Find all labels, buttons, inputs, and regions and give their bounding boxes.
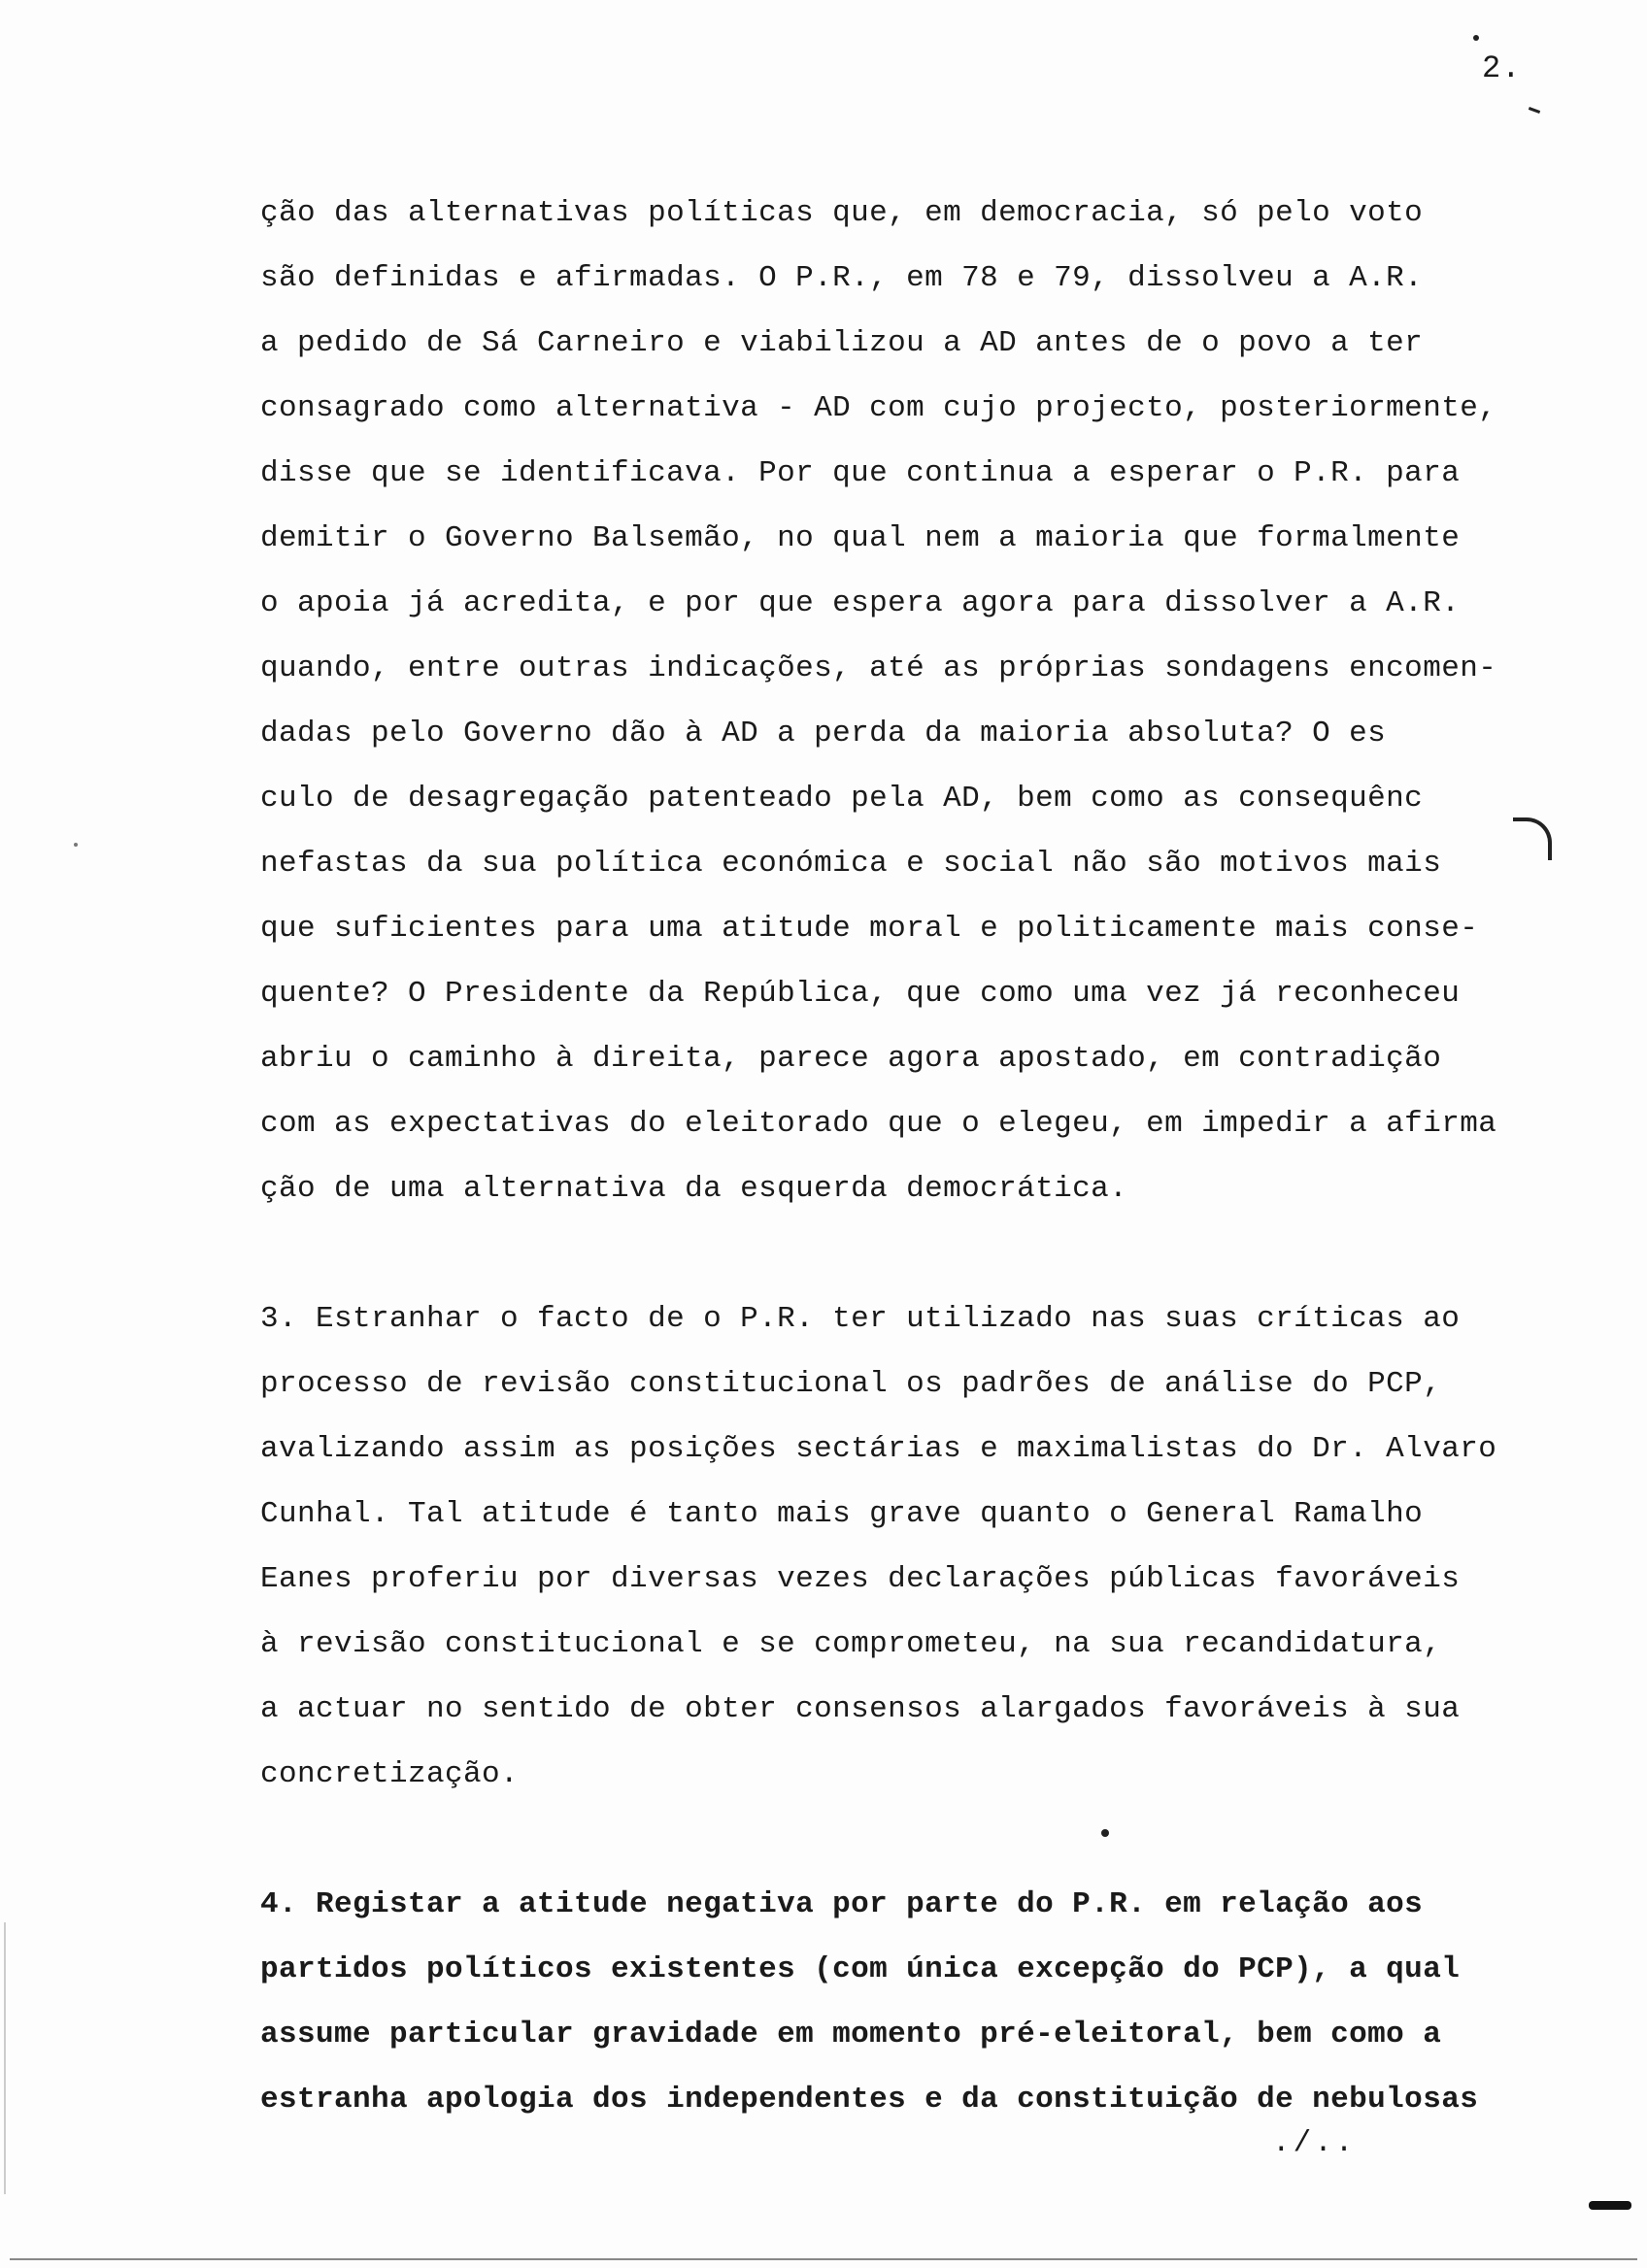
text-line: assume particular gravidade em momento pré-eleitoral, bem como a bbox=[260, 2018, 1442, 2051]
margin-speck bbox=[74, 843, 78, 847]
text-line: 4. Registar a atitude negativa por parte do P.R. em relação aos bbox=[260, 1887, 1424, 1921]
text-line: 3. Estranhar o facto de o P.R. ter utilizado nas suas críticas ao bbox=[260, 1302, 1461, 1336]
text-line: à revisão constitucional e se comprometeu, na sua recandidatura, bbox=[260, 1627, 1442, 1661]
text-line: a pedido de Sá Carneiro e viabilizou a AD antes de o povo a ter bbox=[260, 326, 1424, 360]
text-line: dadas pelo Governo dão à AD a perda da maioria absoluta? O es bbox=[260, 717, 1387, 750]
text-line: abriu o caminho à direita, parece agora apostado, em contradição bbox=[260, 1042, 1442, 1076]
text-line: partidos políticos existentes (com única excepção do PCP), a qual bbox=[260, 1952, 1461, 1986]
ink-dot bbox=[1101, 1829, 1109, 1837]
text-line: o apoia já acredita, e por que espera agora para dissolver a A.R. bbox=[260, 586, 1461, 620]
scan-edge-line bbox=[4, 1922, 6, 2194]
text-line: consagrado como alternativa - AD com cujo projecto, posteriormente, bbox=[260, 391, 1497, 425]
text-line: estranha apologia dos independentes e da constituição de nebulosas bbox=[260, 2083, 1479, 2117]
text-line: são definidas e afirmadas. O P.R., em 78 e 79, dissolveu a A.R. bbox=[260, 261, 1424, 295]
text-line: que suficientes para uma atitude moral e politicamente mais conse- bbox=[260, 912, 1479, 946]
text-line: com as expectativas do eleitorado que o elegeu, em impedir a afirma bbox=[260, 1107, 1497, 1141]
text-line: concretização. bbox=[260, 1757, 520, 1791]
text-line: a actuar no sentido de obter consensos alargados favoráveis à sua bbox=[260, 1692, 1461, 1726]
paragraph-gap bbox=[260, 1221, 1581, 1286]
page-number: 2. bbox=[1482, 50, 1522, 86]
text-line: nefastas da sua política económica e social não são motivos mais bbox=[260, 847, 1442, 881]
text-line: ção das alternativas políticas que, em democracia, só pelo voto bbox=[260, 196, 1424, 230]
text-line: ção de uma alternativa da esquerda democrática. bbox=[260, 1172, 1128, 1206]
text-line: quando, entre outras indicações, até as próprias sondagens encomen- bbox=[260, 651, 1497, 685]
text-line: processo de revisão constitucional os padrões de análise do PCP, bbox=[260, 1367, 1442, 1401]
paragraph-point-3 bbox=[260, 1286, 1581, 1807]
paragraph-continuation bbox=[260, 181, 1581, 1221]
ink-dot bbox=[1473, 35, 1479, 41]
continuation-mark: ./.. bbox=[1272, 2126, 1357, 2160]
ink-tick bbox=[1529, 107, 1540, 114]
paragraph-point-4 bbox=[260, 1872, 1581, 2132]
text-line: disse que se identificava. Por que continua a esperar o P.R. para bbox=[260, 456, 1461, 490]
text-line: avalizando assim as posições sectárias e maximalistas do Dr. Alvaro bbox=[260, 1432, 1497, 1466]
text-line: culo de desagregação patenteado pela AD, bem como as consequênc bbox=[260, 782, 1424, 816]
paragraph-gap bbox=[260, 1807, 1581, 1872]
text-line: demitir o Governo Balsemão, no qual nem a maioria que formalmente bbox=[260, 521, 1461, 555]
text-line: Cunhal. Tal atitude é tanto mais grave quanto o General Ramalho bbox=[260, 1497, 1424, 1531]
document-body bbox=[260, 181, 1581, 2132]
text-line: Eanes proferiu por diversas vezes declarações públicas favoráveis bbox=[260, 1562, 1461, 1596]
bottom-rule bbox=[10, 2258, 1637, 2260]
ink-blot bbox=[1589, 2201, 1631, 2210]
text-line: quente? O Presidente da República, que como uma vez já reconheceu bbox=[260, 977, 1461, 1011]
